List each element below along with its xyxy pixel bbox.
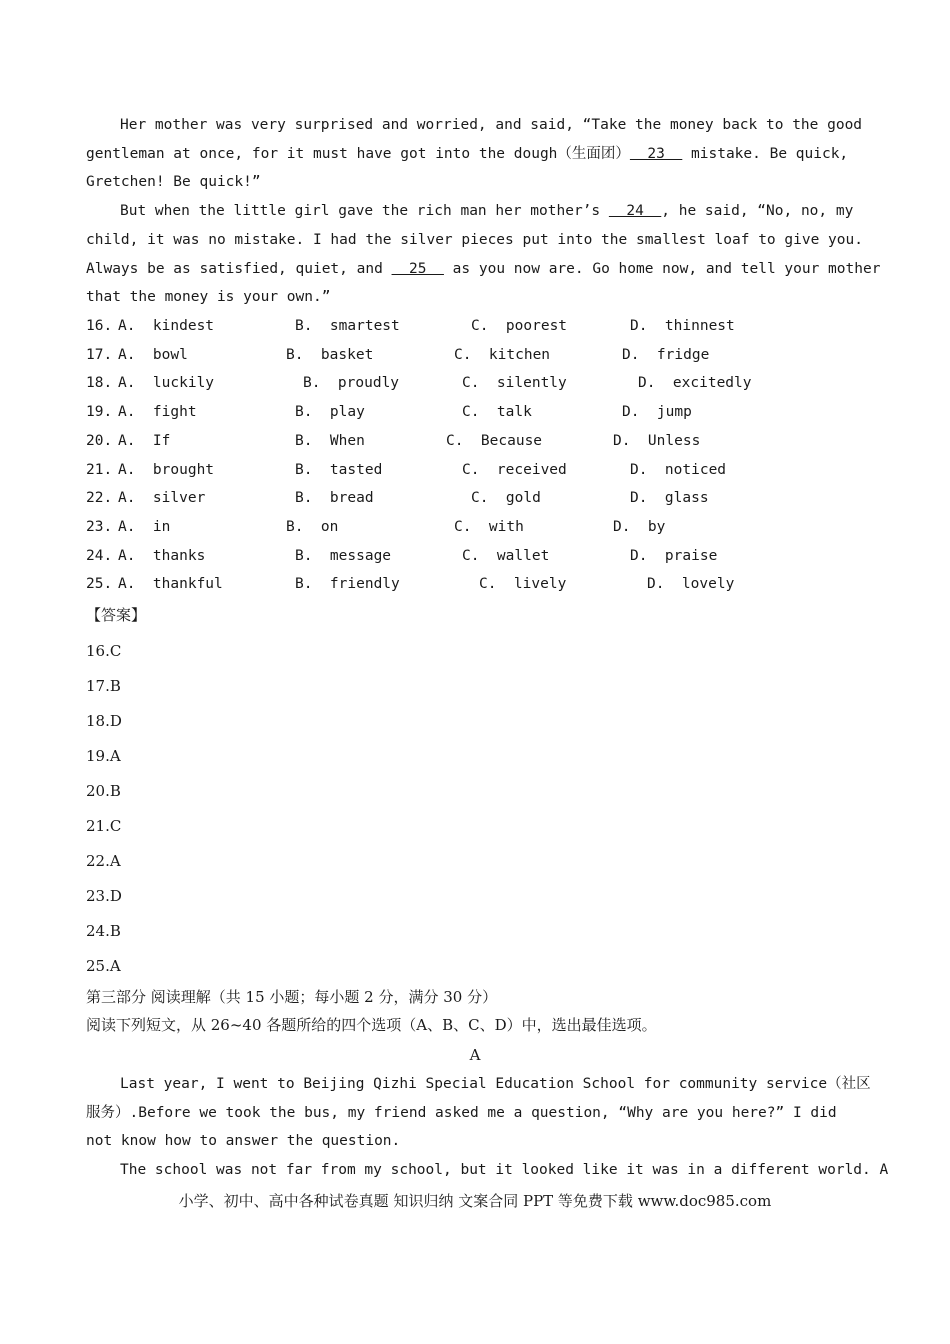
question-number: 24.: [86, 548, 113, 564]
option-d: D. Unless: [613, 433, 701, 449]
question-row: [86, 402, 692, 422]
option-b: B. on: [286, 519, 339, 535]
option-c: C. gold: [471, 490, 541, 506]
answer-item: 18.D: [86, 712, 122, 730]
question-row: [86, 431, 701, 451]
option-b: B. friendly: [295, 576, 400, 592]
passage-line: Last year, I went to Beijing Qizhi Special Education School for community service（社区: [120, 1076, 871, 1092]
option-c: C. Because: [446, 433, 543, 449]
blank-24: 24: [608, 203, 662, 219]
option-a: A. fight: [118, 404, 197, 420]
question-number: 22.: [86, 490, 113, 506]
option-b: B. bread: [295, 490, 374, 506]
option-c: C. lively: [479, 576, 567, 592]
option-d: D. praise: [630, 548, 718, 564]
question-number: 19.: [86, 404, 113, 420]
option-a: A. thankful: [118, 576, 223, 592]
passage-line: not know how to answer the question.: [86, 1133, 401, 1149]
blank-23: 23: [629, 146, 683, 162]
passage-line: child, it was no mistake. I had the silver pieces put into the smallest loaf to give you.: [86, 232, 863, 248]
passage-line: Her mother was very surprised and worried, and said, “Take the money back to the good: [120, 117, 863, 133]
question-number: 17.: [86, 347, 113, 363]
passage-text: , he said, “No, no, my: [661, 203, 854, 219]
answer-item: 17.B: [86, 677, 121, 695]
option-d: D. jump: [622, 404, 692, 420]
blank-25: 25: [391, 261, 444, 277]
question-number: 16.: [86, 318, 113, 334]
question-row: [86, 460, 727, 480]
option-d: D. excitedly: [638, 375, 752, 391]
question-number: 18.: [86, 375, 113, 391]
option-a: A. If: [118, 433, 171, 449]
passage-line: [120, 201, 853, 221]
option-a: A. bowl: [118, 347, 188, 363]
passage-line: [86, 144, 848, 164]
option-b: B. proudly: [303, 375, 400, 391]
section-instruction: 阅读下列短文，从 26~40 各题所给的四个选项（A、B、C、D）中，选出最佳选项。: [86, 1016, 657, 1034]
passage-text: gentleman at once, for it must have got into the dough（生面团）: [86, 146, 630, 162]
answer-item: 21.C: [86, 817, 122, 835]
question-number: 21.: [86, 462, 113, 478]
question-row: [86, 316, 735, 336]
answer-item: 25.A: [86, 957, 121, 975]
option-d: D. glass: [630, 490, 709, 506]
option-a: A. kindest: [118, 318, 215, 334]
option-b: B. smartest: [295, 318, 400, 334]
question-row: [86, 574, 735, 594]
passage-line: The school was not far from my school, but it looked like it was in a different world. A: [120, 1162, 889, 1178]
option-a: A. brought: [118, 462, 215, 478]
option-a: A. thanks: [118, 548, 206, 564]
answer-item: 20.B: [86, 782, 121, 800]
question-row: [86, 488, 709, 508]
question-row: [86, 517, 666, 537]
question-row: [86, 345, 710, 365]
answer-item: 22.A: [86, 852, 121, 870]
option-c: C. silently: [462, 375, 567, 391]
question-number: 23.: [86, 519, 113, 535]
passage-line: that the money is your own.”: [86, 289, 331, 305]
section-heading: 第三部分 阅读理解（共 15 小题；每小题 2 分，满分 30 分）: [86, 988, 498, 1006]
passage-text: as you now are. Go home now, and tell your mother: [443, 261, 881, 277]
option-b: B. When: [295, 433, 365, 449]
question-number: 20.: [86, 433, 113, 449]
option-c: C. kitchen: [454, 347, 551, 363]
passage-line: [86, 259, 880, 279]
option-b: B. basket: [286, 347, 374, 363]
option-c: C. poorest: [471, 318, 568, 334]
option-d: D. noticed: [630, 462, 727, 478]
answer-item: 24.B: [86, 922, 121, 940]
option-a: A. luckily: [118, 375, 215, 391]
question-row: [86, 373, 752, 393]
passage-line: 服务）.Before we took the bus, my friend asked me a question, “Why are you here?” I did: [86, 1105, 837, 1121]
passage-label: A: [469, 1046, 481, 1064]
option-c: C. received: [462, 462, 567, 478]
passage-text: Always be as satisfied, quiet, and: [86, 261, 392, 277]
option-a: A. in: [118, 519, 171, 535]
passage-line: Gretchen! Be quick!”: [86, 174, 261, 190]
answer-item: 19.A: [86, 747, 121, 765]
option-b: B. tasted: [295, 462, 383, 478]
option-c: C. wallet: [462, 548, 550, 564]
option-a: A. silver: [118, 490, 206, 506]
question-row: [86, 546, 718, 566]
answer-heading: 【答案】: [86, 606, 147, 624]
answer-item: 16.C: [86, 642, 122, 660]
question-number: 25.: [86, 576, 113, 592]
option-d: D. by: [613, 519, 666, 535]
option-b: B. message: [295, 548, 392, 564]
option-b: B. play: [295, 404, 365, 420]
answer-item: 23.D: [86, 887, 122, 905]
option-d: D. lovely: [647, 576, 735, 592]
passage-text: mistake. Be quick,: [682, 146, 849, 162]
option-d: D. fridge: [622, 347, 710, 363]
page-footer: 小学、初中、高中各种试卷真题 知识归纳 文案合同 PPT 等免费下载 www.doc985.com: [178, 1192, 772, 1210]
option-d: D. thinnest: [630, 318, 735, 334]
option-c: C. talk: [462, 404, 532, 420]
option-c: C. with: [454, 519, 524, 535]
passage-text: But when the little girl gave the rich man her mother’s: [120, 203, 609, 219]
